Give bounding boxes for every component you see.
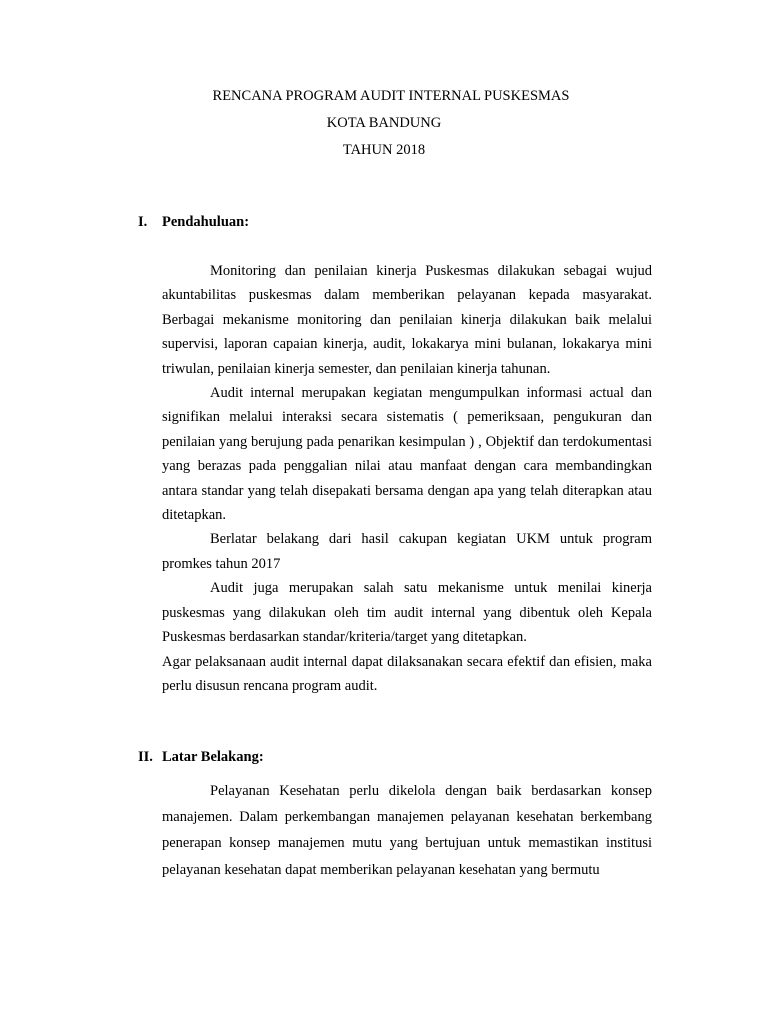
document-title: RENCANA PROGRAM AUDIT INTERNAL PUSKESMAS xyxy=(212,88,570,104)
section-body-pendahuluan xyxy=(162,259,652,698)
section-title: Pendahuluan: xyxy=(162,214,250,230)
paragraph: Audit juga merupakan salah satu mekanisme untuk menilai kinerja puskesmas yang dilakukan oleh tim audit internal yang dibentuk oleh Kepala Puskesmas berdasarkan standar/kriteria/target yang ditetapkan. xyxy=(162,580,652,646)
section-heading-latar-belakang xyxy=(138,749,264,766)
paragraph: Pelayanan Kesehatan perlu dikelola dengan baik berdasarkan konsep manajemen. Dalam perkembangan manajemen pelayanan kesehatan berkembang penerapan konsep manajemen mutu yang bertujuan untuk memastikan institusi pelayanan kesehatan dapat memberikan pelayanan kesehatan yang bermutu xyxy=(162,783,652,878)
document-title-block xyxy=(0,86,768,167)
document-city: KOTA BANDUNG xyxy=(326,115,442,131)
section-heading-pendahuluan xyxy=(138,214,249,231)
paragraph: Audit internal merupakan kegiatan mengumpulkan informasi actual dan signifikan melalui interaksi secara sistematis ( pemeriksaan, pengukuran dan penilaian yang berujung pada penarikan kesimpulan ) , Objektif dan terdokumentasi yang berazas pada penggalian nilai atau manfaat dengan cara membandingkan antara standar yang telah disepakati bersama dengan apa yang telah diterapkan atau ditetapkan. xyxy=(162,385,652,524)
section-number: I. xyxy=(138,214,148,230)
section-title: Latar Belakang: xyxy=(162,749,264,765)
section-number: II. xyxy=(138,749,153,765)
paragraph: Monitoring dan penilaian kinerja Puskesmas dilakukan sebagai wujud akuntabilitas puskesmas dalam memberikan pelayanan kepada masyarakat. Berbagai mekanisme monitoring dan penilaian kinerja dilakukan baik melalui supervisi, laporan capaian kinerja, audit, lokakarya mini bulanan, lokakarya mini triwulan, penilaian kinerja semester, dan penilaian kinerja tahunan. xyxy=(162,263,652,377)
paragraph: Berlatar belakang dari hasil cakupan kegiatan UKM untuk program promkes tahun 2017 xyxy=(162,531,652,572)
document-year: TAHUN 2018 xyxy=(342,142,426,158)
paragraph: Agar pelaksanaan audit internal dapat dilaksanakan secara efektif dan efisien, maka perlu disusun rencana program audit. xyxy=(162,653,652,694)
section-body-latar-belakang xyxy=(162,778,652,883)
